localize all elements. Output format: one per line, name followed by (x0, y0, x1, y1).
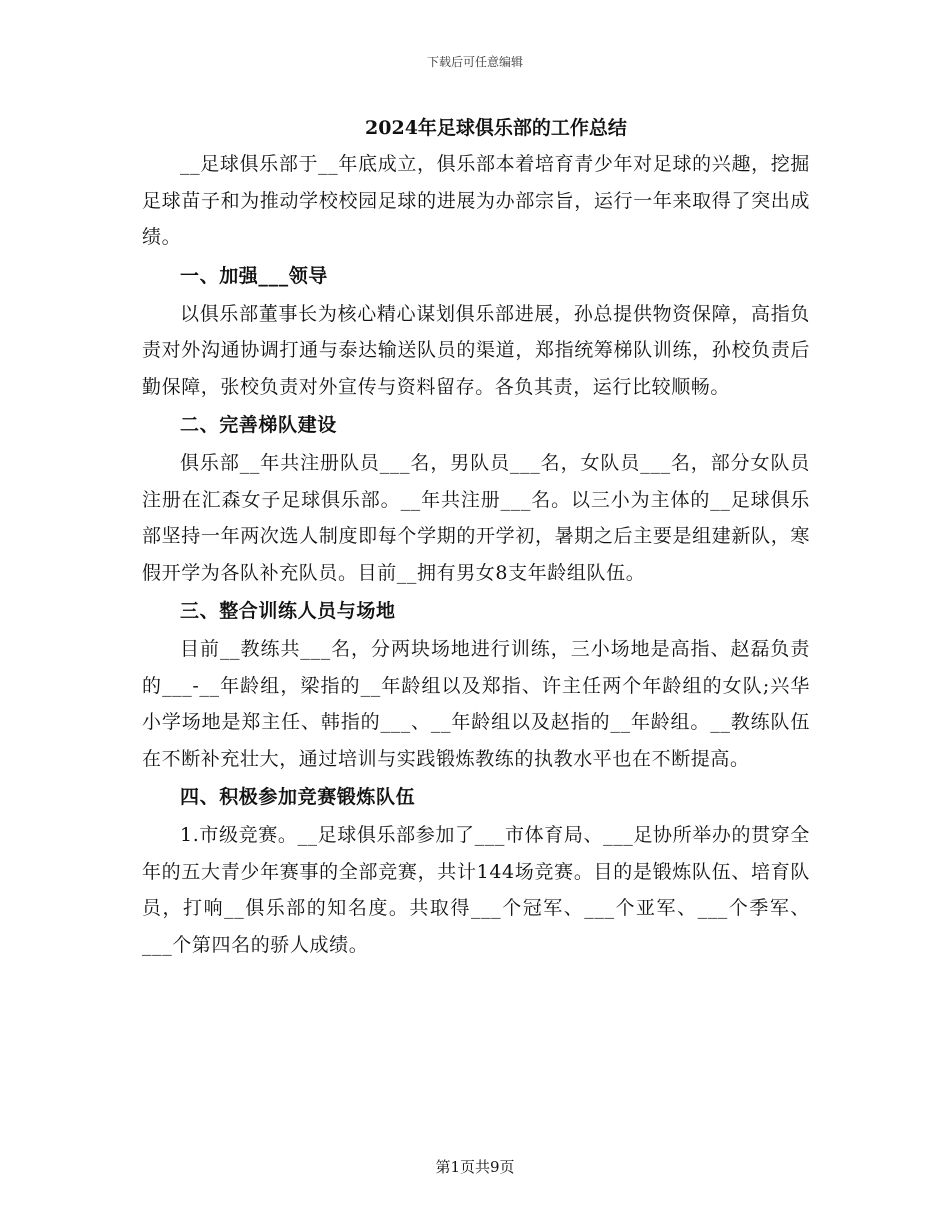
header-note: 下载后可任意编辑 (426, 55, 523, 69)
section-heading-3: 三、整合训练人员与场地 (180, 600, 396, 622)
section-heading-2: 二、完善梯队建设 (180, 414, 337, 436)
section-heading-4: 四、积极参加竞赛锻炼队伍 (180, 786, 416, 808)
document-title: 2024年足球俱乐部的工作总结 (365, 117, 627, 139)
section-2-paragraph: 俱乐部__年共注册队员___名，男队员___名，女队员___名，部分女队员注册在汇森女子足球俱乐部。__年共注册___名。以三小为主体的__足球俱乐部坚持一年两次选人制度即每个学期的开学初，暑期之后主要是组建新队，寒假开学为各队补充队员。目前__拥有男女8支年龄组队伍。 (142, 452, 810, 584)
section-heading-1: 一、加强___领导 (180, 264, 328, 287)
section-3-paragraph: 目前__教练共___名，分两块场地进行训练，三小场地是高指、赵磊负责的___-__年龄组，梁指的__年龄组以及郑指、许主任两个年龄组的女队;兴华小学场地是郑主任、韩指的___、__年龄组以及赵指的__年龄组。__教练队伍在不断补充壮大，通过培训与实践锻炼教练的执教水平也在不断提高。 (142, 638, 810, 770)
intro-paragraph: __足球俱乐部于__年底成立，俱乐部本着培育青少年对足球的兴趣，挖掘足球苗子和为推动学校校园足球的进展为办部宗旨，运行一年来取得了突出成绩。 (142, 153, 810, 248)
page-number-footer: 第1页共9页 (435, 1158, 515, 1176)
document-body (142, 110, 810, 963)
section-1-paragraph: 以俱乐部董事长为核心精心谋划俱乐部进展，孙总提供物资保障，高指负责对外沟通协调打通与泰达输送队员的渠道，郑指统筹梯队训练，孙校负责后勤保障，张校负责对外宣传与资料留存。各负其责，运行比较顺畅。 (142, 302, 810, 398)
section-4-paragraph: 1.市级竞赛。__足球俱乐部参加了___市体育局、___足协所举办的贯穿全年的五大青少年赛事的全部竞赛，共计144场竞赛。目的是锻炼队伍、培育队员，打响__俱乐部的知名度。共取得___个冠军、___个亚军、___个季军、___个第四名的骄人成绩。 (142, 824, 810, 956)
